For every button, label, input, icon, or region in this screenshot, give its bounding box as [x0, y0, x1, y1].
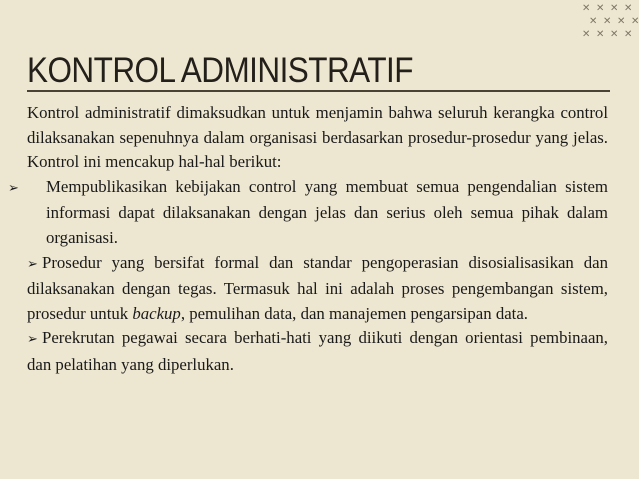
bullet-item-3	[27, 326, 608, 377]
bullet-text-2: Prosedur yang bersifat formal dan standar pengoperasian disosialisasikan dan dilaksanakan dengan tegas. Termasuk hal ini adalah proses pengembangan sistem, prosedur untuk	[27, 252, 608, 323]
corner-cross-pattern: ✕ ✕ ✕ ✕ ✕ ✕ ✕ ✕ ✕ ✕ ✕ ✕	[582, 3, 639, 40]
bullet-item-2	[27, 251, 608, 327]
arrowhead-bullet-icon: ➢	[8, 180, 19, 196]
arrowhead-bullet-icon: ➢	[27, 332, 38, 348]
bullet-text-2-end: , pemulihan data, dan manajemen pengarsipan data.	[180, 303, 528, 323]
intro-paragraph: Kontrol administratif dimaksudkan untuk menjamin bahwa seluruh kerangka control dilaksanakan sepenuhnya dalam organisasi berdasarkan prosedur-prosedur yang jelas. Kontrol ini mencakup hal-hal berikut:	[27, 103, 608, 172]
slide-title: KONTROL ADMINISTRATIF	[27, 51, 413, 90]
slide-body	[8, 101, 608, 378]
arrowhead-bullet-icon: ➢	[27, 256, 38, 272]
bullet-item-1	[8, 175, 608, 251]
bullet-text-3: Perekrutan pegawai secara berhati-hati yang diikuti dengan orientasi pembinaan, dan pelatihan yang diperlukan.	[27, 328, 608, 374]
title-underline	[27, 90, 610, 92]
backup-term: backup	[132, 303, 181, 323]
bullet-text-1: Mempublikasikan kebijakan control yang membuat semua pengendalian sistem informasi dapat dilaksanakan dengan jelas dan serius oleh semua pihak dalam organisasi.	[46, 176, 608, 247]
